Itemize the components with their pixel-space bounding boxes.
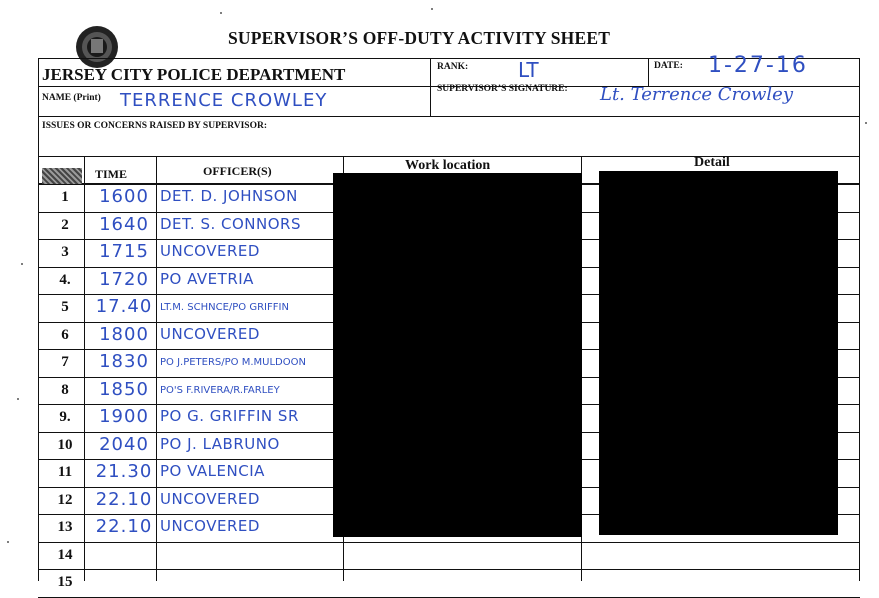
form-title: SUPERVISOR’S OFF-DUTY ACTIVITY SHEET — [228, 28, 611, 48]
row-number: 5 — [61, 299, 69, 315]
signature-label: SUPERVISOR’S SIGNATURE: — [437, 84, 568, 94]
date-value: 1-27-16 — [708, 53, 808, 78]
officer-cell: LT.M. SCHNCE/PO GRIFFIN — [160, 302, 289, 313]
time-cell: 1900 — [99, 406, 149, 427]
time-cell: 1715 — [99, 241, 149, 262]
officer-cell: UNCOVERED — [160, 490, 260, 508]
time-cell: 1830 — [99, 351, 149, 372]
time-cell: 1600 — [99, 186, 149, 207]
signature-value: Lt. Terrence Crowley — [600, 84, 793, 105]
row-number: 12 — [57, 492, 73, 508]
time-cell: 1800 — [99, 324, 149, 345]
time-column-header: TIME — [95, 167, 128, 181]
department-name: JERSEY CITY POLICE DEPARTMENT — [42, 65, 346, 84]
time-cell: 22.10 — [95, 489, 153, 510]
detail-column-header: Detail — [694, 155, 730, 170]
officer-cell: PO J.PETERS/PO M.MULDOON — [160, 357, 306, 368]
row-number: 15 — [57, 574, 73, 590]
officer-cell: DET. D. JOHNSON — [160, 187, 298, 205]
time-cell: 22.10 — [95, 516, 153, 537]
officer-cell: PO J. LABRUNO — [160, 435, 280, 453]
time-cell: 21.30 — [95, 461, 153, 482]
officer-cell: PO VALENCIA — [160, 462, 265, 480]
name-label: NAME (Print) — [42, 93, 101, 103]
officer-cell: PO'S F.RIVERA/R.FARLEY — [160, 385, 280, 396]
time-cell: 2040 — [99, 434, 149, 455]
time-cell: 1720 — [99, 269, 149, 290]
rank-label: RANK: — [437, 62, 469, 72]
row-number: 3 — [61, 244, 69, 260]
date-label: DATE: — [654, 61, 683, 71]
row-number: 11 — [57, 464, 73, 480]
officers-column-header: OFFICER(S) — [203, 164, 272, 178]
corner-stamp-icon — [42, 168, 82, 184]
officer-cell: PO G. GRIFFIN SR — [160, 407, 299, 425]
work-location-redaction — [333, 173, 582, 537]
row-number: 4. — [59, 272, 71, 288]
row-number: 6 — [61, 327, 69, 343]
issues-label: ISSUES OR CONCERNS RAISED BY SUPERVISOR: — [42, 121, 267, 131]
name-value: TERRENCE CROWLEY — [120, 90, 328, 111]
work-location-column-header: Work location — [405, 158, 491, 173]
row-number: 8 — [61, 382, 69, 398]
row-number: 10 — [57, 437, 73, 453]
row-number: 14 — [57, 547, 73, 563]
officer-cell: UNCOVERED — [160, 517, 260, 535]
row-number: 2 — [61, 217, 69, 233]
officer-cell: UNCOVERED — [160, 325, 260, 343]
time-cell: 1640 — [99, 214, 149, 235]
rank-value: LT — [518, 58, 539, 82]
time-cell: 17.40 — [95, 296, 153, 317]
row-number: 1 — [61, 189, 69, 205]
detail-redaction — [599, 171, 838, 535]
row-number: 7 — [61, 354, 69, 370]
officer-cell: PO AVETRIA — [160, 270, 254, 288]
officer-cell: DET. S. CONNORS — [160, 215, 301, 233]
time-cell: 1850 — [99, 379, 149, 400]
officer-cell: UNCOVERED — [160, 242, 260, 260]
row-number: 9. — [59, 409, 71, 425]
row-number: 13 — [57, 519, 73, 535]
